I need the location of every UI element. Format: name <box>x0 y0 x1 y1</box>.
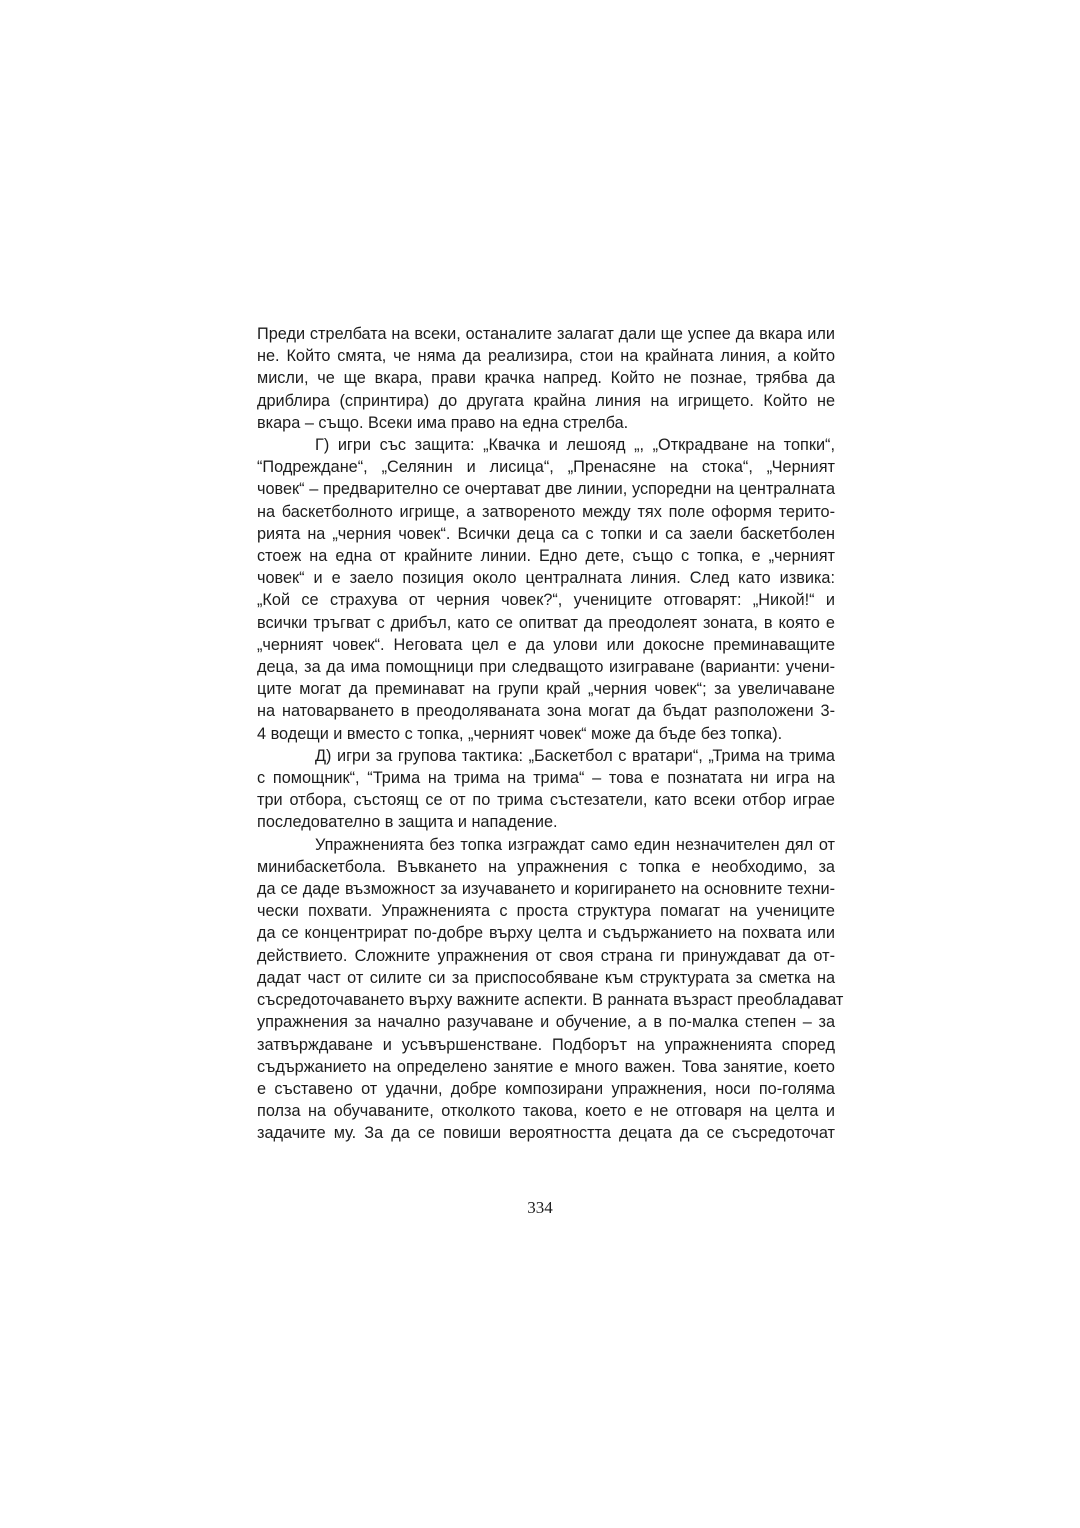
text-line: съсредоточаването върху важните аспекти. В ранната възраст преобладават <box>257 991 844 1010</box>
text-line: минибаскетбола. Въвкането на упражнения с топка е необходимо, за <box>257 857 835 876</box>
text-line: рията на „черния човек“. Всички деца са с топки и са заели баскетболен <box>257 524 835 543</box>
text-line: съдържанието на определено занятие е много важен. Това занятие, което <box>257 1057 835 1076</box>
text-line: „Кой се страхува от черния човек?“, учениците отговарят: „Никой!“ и <box>257 591 835 610</box>
text-line: да се даде възможност за изучаването и коригирането на основните техни- <box>257 880 835 899</box>
text-line: стоеж на една от крайните линии. Едно дете, също с топка, е „черният <box>257 547 835 566</box>
text-line: три отбора, състоящ се от по трима състезатели, като всеки отбор играе <box>257 791 835 810</box>
text-line: човек“ и е заело позиция около централната линия. След като извика: <box>257 569 835 588</box>
text-line: деца, за да има помощници при следващото изиграване (варианти: учени- <box>257 658 835 677</box>
text-line: човек“ – предварително се очертават две линии, успоредни на централната <box>257 480 835 499</box>
text-line: Упражненията без топка изграждат само един незначителен дял от <box>315 835 835 854</box>
text-line: вкара – също. Всеки има право на една стрелба. <box>257 413 629 432</box>
text-line: задачите му. За да се повиши вероятността децата да се съсредоточат <box>257 1124 835 1143</box>
text-line: последователно в защита и нападение. <box>257 813 558 832</box>
text-line: полза на обучаваните, отколкото такова, което е не отговаря на целта и <box>257 1102 835 1121</box>
text-line: с помощник“, “Трима на трима на трима“ – това е познатата ни игра на <box>257 769 835 788</box>
text-line: чески похвати. Упражненията с проста структура помагат на учениците <box>257 902 835 921</box>
text-line: дадат част от силите си за приспособяване към структурата за сметка на <box>257 968 835 987</box>
text-line: „черният човек“. Неговата цел е да улови или докосне преминаващите <box>257 635 835 654</box>
text-line: е съставено от удачни, добре композирани упражнения, носи по-голяма <box>257 1079 835 1098</box>
paragraph-2 <box>257 434 835 745</box>
text-line: упражнения за начално разучаване и обучение, а в по-малка степен – за <box>257 1013 835 1032</box>
text-line: дриблира (спринтира) до другата крайна линия на игрището. Който не <box>257 391 835 410</box>
text-line: на баскетболното игрище, а затвореното между тях поле оформя терито- <box>257 502 835 521</box>
text-line: всички тръгват с дрибъл, като се опитват да преодолеят зоната, в която е <box>257 613 835 632</box>
text-line: Преди стрелбата на всеки, останалите залагат дали ще успее да вкара или <box>257 325 835 343</box>
text-line: не. Който смята, че няма да реализира, стои на крайната линия, а който <box>257 347 835 366</box>
text-line: затвърждаване и усъвършенстване. Подборът на упражненията според <box>257 1035 835 1054</box>
text-line: “Подреждане“, „Селянин и лисица“, „Пренасяне на стока“, „Черният <box>257 458 835 477</box>
text-line: мисли, че ще вкара, прави крачка напред. Който не познае, трябва да <box>257 369 835 388</box>
text-line: Г) игри със защита: „Квачка и лешояд „, „Открадване на топки“, <box>315 436 835 455</box>
text-line: 4 водещи и вместо с топка, „черният човек“ може да бъде без топка). <box>257 724 783 743</box>
text-line: Д) игри за групова тактика: „Баскетбол с вратари“, „Трима на трима <box>315 746 835 765</box>
paragraph-3 <box>257 745 835 834</box>
text-line: на натоварването в преодоляваната зона могат да бъдат разположени 3- <box>257 702 835 721</box>
text-line: действието. Сложните упражнения от своя страна ги принуждават да от- <box>257 946 835 965</box>
paragraph-4 <box>257 834 844 1145</box>
text-line: да се концентрират по-добре върху целта и съдържанието на похвата или <box>257 924 835 943</box>
page-number: 334 <box>527 1198 553 1217</box>
text-line: ците могат да преминават на групи край „черния човек“; за увеличаване <box>257 680 835 699</box>
paragraph-1 <box>257 323 835 434</box>
body-text <box>257 323 844 1145</box>
